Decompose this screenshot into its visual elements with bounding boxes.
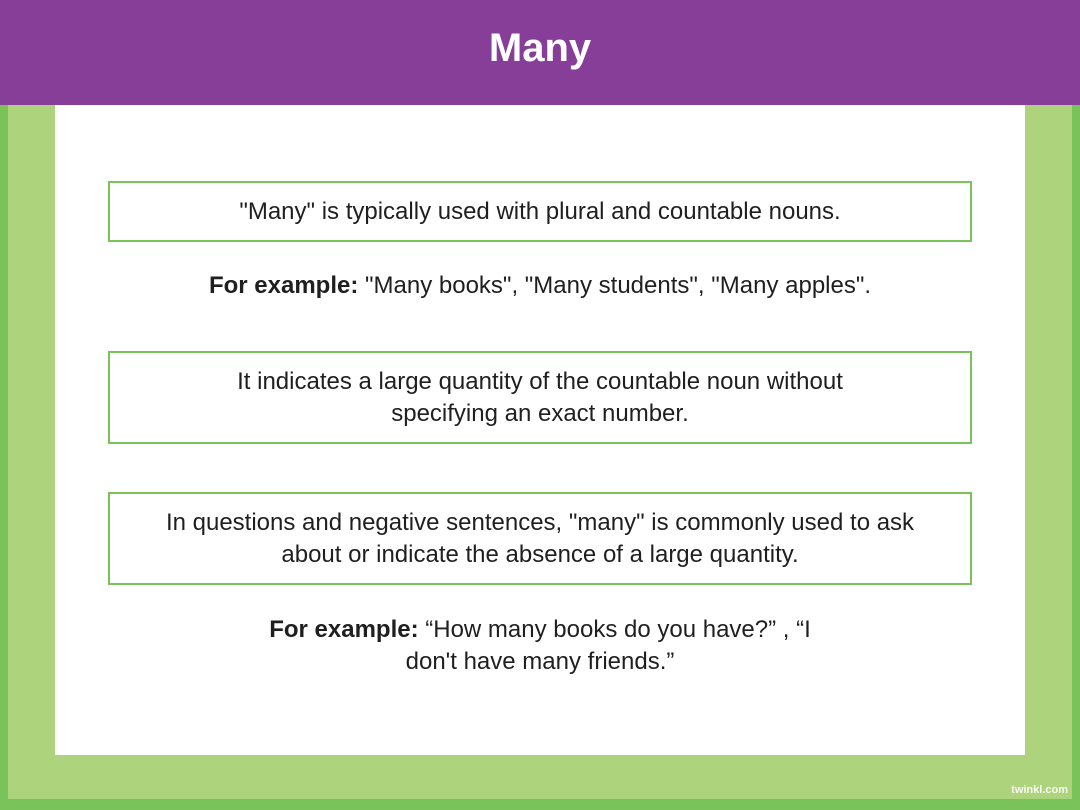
twinkl-logo: twinkl.com	[1011, 784, 1068, 796]
page-title: Many	[488, 26, 592, 70]
title-bar	[0, 0, 1080, 105]
definition-text-3: In questions and negative sentences, "many" is commonly used to ask about or indicate the absence of a large quantity.	[165, 508, 915, 568]
example-label-2: For example:	[269, 616, 419, 643]
definition-box-1	[108, 181, 972, 242]
example-line-1	[108, 270, 972, 302]
example-label-1: For example:	[208, 272, 359, 299]
example-line-2	[108, 614, 972, 678]
example-text-2: “How many books do you have?” , “I don't have many friends.”	[405, 616, 811, 675]
definition-text-1: "Many" is typically used with plural and countable nouns.	[239, 197, 841, 225]
example-text-1: "Many books", "Many students", "Many apples".	[358, 272, 872, 299]
definition-box-3	[108, 492, 972, 585]
definition-box-2	[108, 351, 972, 444]
definition-text-2: It indicates a large quantity of the countable noun without specifying an exact number.	[237, 367, 843, 427]
